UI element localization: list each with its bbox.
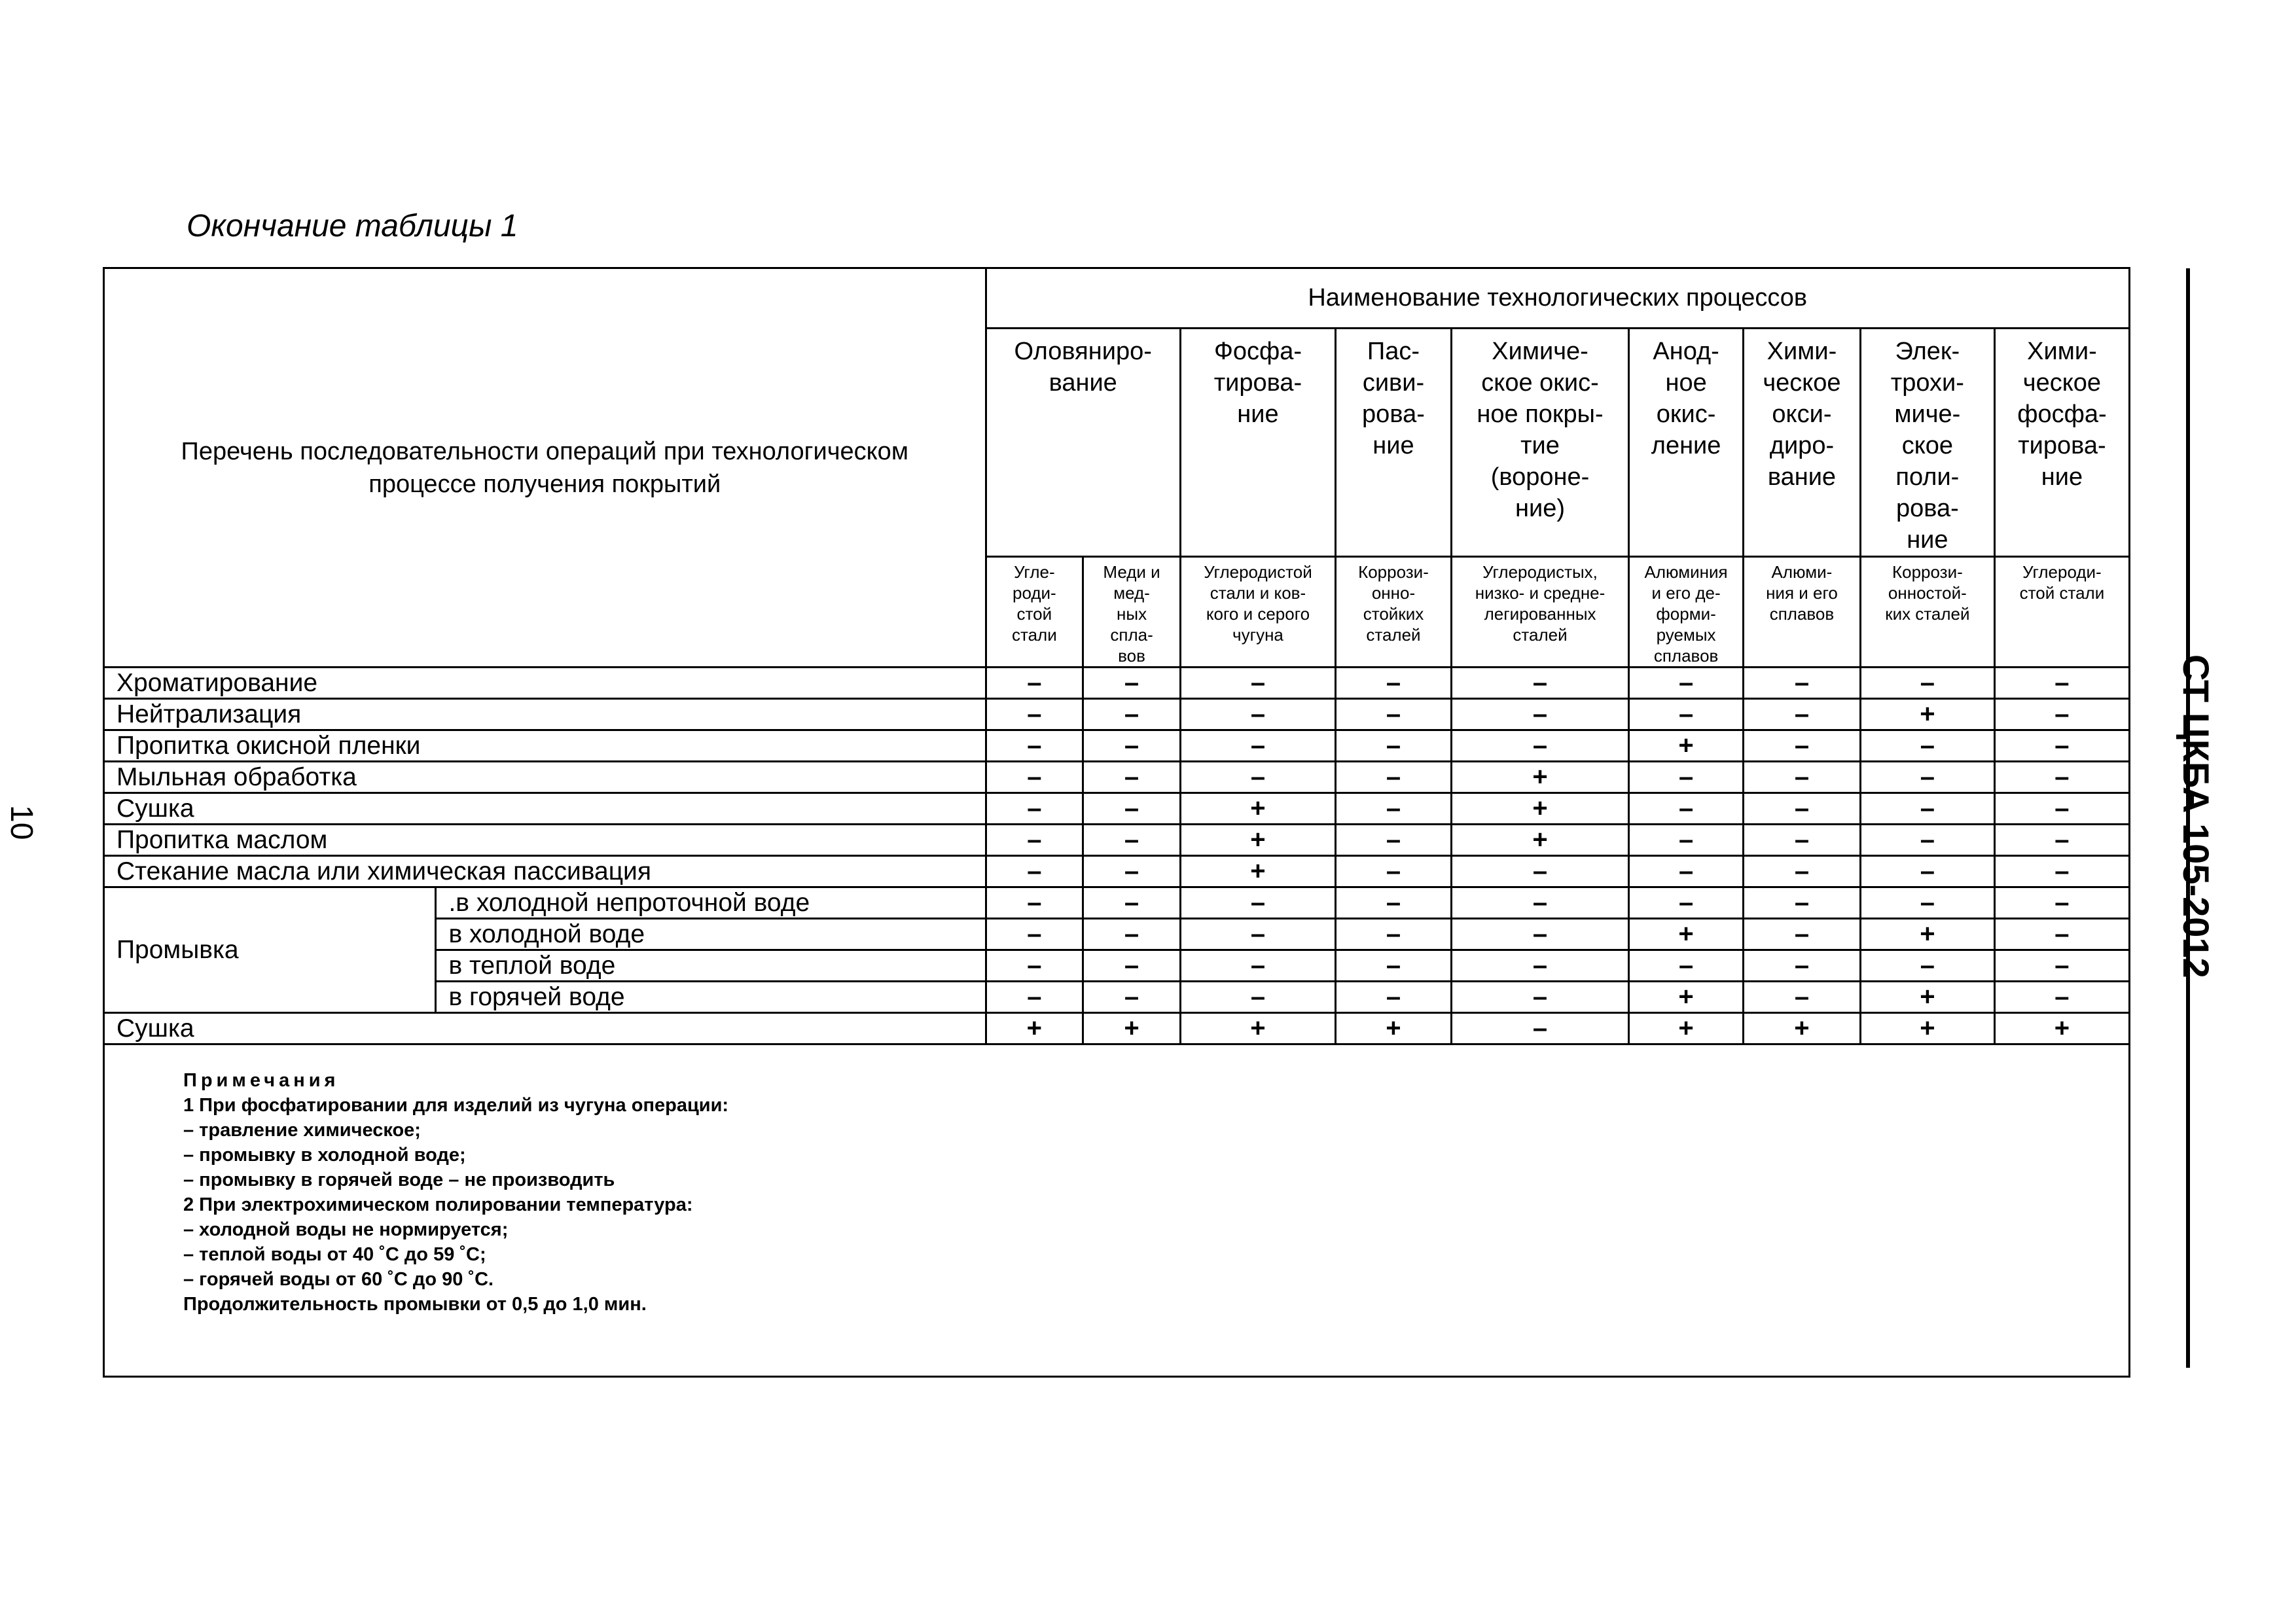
rinse-sub-label: в холодной воде (436, 919, 986, 950)
table-cell: – (1451, 919, 1628, 950)
table-cell: – (1180, 762, 1335, 793)
operation-label: Пропитка маслом (104, 825, 986, 856)
table-cell: – (1629, 887, 1744, 919)
table-row (104, 856, 2130, 887)
table-cell: + (1629, 919, 1744, 950)
table-cell: – (1744, 699, 1861, 730)
table-cell: + (1744, 1013, 1861, 1044)
table-cell: – (1860, 825, 1994, 856)
table-cell: + (1860, 1013, 1994, 1044)
operation-label: Мыльная обработка (104, 762, 986, 793)
table-cell: – (1083, 730, 1181, 762)
notes-section (104, 1044, 2130, 1377)
rinse-sub-label: .в холодной непроточной воде (436, 887, 986, 919)
table-cell: – (1336, 762, 1452, 793)
note-line: – промывку в холодной воде; (183, 1145, 466, 1166)
table-cell: – (1994, 762, 2129, 793)
table-cell: – (1451, 668, 1628, 699)
table-cell: – (986, 950, 1083, 982)
note-line: 1 При фосфатировании для изделий из чугуна операции: (183, 1095, 729, 1116)
operation-label: Нейтрализация (104, 699, 986, 730)
table-cell: – (1083, 982, 1181, 1013)
table-cell: + (1451, 762, 1628, 793)
operation-label: Стекание масла или химическая пассивация (104, 856, 986, 887)
table-cell: + (1451, 825, 1628, 856)
table-cell: – (1860, 950, 1994, 982)
table-cell: – (1629, 762, 1744, 793)
rinse-group-label: Промывка (104, 887, 436, 1013)
material-header: Коррози- онностой- ких сталей (1860, 557, 1994, 668)
process-header-chemical-oxidation: Хими- ческое окси- диро- вание (1744, 329, 1861, 557)
table-cell: + (1629, 982, 1744, 1013)
table-cell: – (986, 762, 1083, 793)
table-row (104, 762, 2130, 793)
table-cell: – (1744, 730, 1861, 762)
table-cell: + (1180, 1013, 1335, 1044)
process-header-phosphating: Фосфа- тирова- ние (1180, 329, 1335, 557)
table-cell: – (1336, 730, 1452, 762)
table-cell: – (1860, 668, 1994, 699)
table-cell: – (1336, 982, 1452, 1013)
process-header-anodizing: Анод- ное окис- ление (1629, 329, 1744, 557)
material-header: Угле- роди- стой стали (986, 557, 1083, 668)
table-cell: – (1451, 950, 1628, 982)
process-header-tinning: Оловяниро- вание (986, 329, 1180, 557)
note-line: – теплой воды от 40 ˚С до 59 ˚С; (183, 1244, 486, 1265)
table-cell: + (1629, 1013, 1744, 1044)
table-row (104, 1013, 2130, 1044)
table-cell: – (1336, 919, 1452, 950)
process-header-chemical-phosphating: Хими- ческое фосфа- тирова- ние (1994, 329, 2129, 557)
table-cell: – (1994, 919, 2129, 950)
table-cell: + (1180, 856, 1335, 887)
note-line: – промывку в горячей воде – не производить (183, 1169, 615, 1190)
page-number: 10 (4, 805, 39, 840)
table-cell: – (1336, 793, 1452, 825)
process-header-blackening: Химиче- ское окис- ное покры- тие (вороне- ние) (1451, 329, 1628, 557)
operation-label: Сушка (104, 793, 986, 825)
table-cell: + (1860, 982, 1994, 1013)
note-line: 2 При электрохимическом полировании температура: (183, 1194, 693, 1215)
table-cell: – (1083, 762, 1181, 793)
table-cell: + (1083, 1013, 1181, 1044)
table-cell: – (1744, 825, 1861, 856)
table-cell: – (1083, 825, 1181, 856)
table-cell: – (1994, 699, 2129, 730)
table-cell: – (986, 793, 1083, 825)
table-cell: + (1994, 1013, 2129, 1044)
table-cell: – (1451, 856, 1628, 887)
table-cell: – (1744, 856, 1861, 887)
table-row (104, 699, 2130, 730)
table-cell: – (1336, 856, 1452, 887)
table-caption: Окончание таблицы 1 (187, 209, 518, 243)
table-row (104, 730, 2130, 762)
table-cell: – (1860, 856, 1994, 887)
table-cell: – (1744, 982, 1861, 1013)
process-header-electropolishing: Элек- трохи- миче- ское поли- рова- ние (1860, 329, 1994, 557)
table-cell: + (1180, 793, 1335, 825)
table-cell: – (1336, 668, 1452, 699)
table-cell: – (1744, 887, 1861, 919)
material-header: Алюми- ния и его сплавов (1744, 557, 1861, 668)
table-cell: + (986, 1013, 1083, 1044)
table-cell: – (1744, 793, 1861, 825)
table-row (104, 887, 2130, 919)
material-header: Углеродистых, низко- и средне- легированных сталей (1451, 557, 1628, 668)
note-line: Продолжительность промывки от 0,5 до 1,0 мин. (183, 1294, 647, 1315)
table-cell: – (986, 856, 1083, 887)
table-cell: – (1994, 950, 2129, 982)
table-row (104, 825, 2130, 856)
table-cell: – (1336, 825, 1452, 856)
table-cell: – (1629, 950, 1744, 982)
table-cell: – (1629, 793, 1744, 825)
table-cell: – (1180, 887, 1335, 919)
processes-header: Наименование технологических процессов (986, 268, 2130, 329)
table-cell: – (1860, 730, 1994, 762)
table-cell: – (1994, 982, 2129, 1013)
table-cell: – (1629, 668, 1744, 699)
table-cell: – (1083, 699, 1181, 730)
table-cell: – (1994, 887, 2129, 919)
table-cell: – (1083, 793, 1181, 825)
note-line: – травление химическое; (183, 1120, 421, 1141)
material-header: Коррози- онно- стойких сталей (1336, 557, 1452, 668)
table-cell: + (1629, 730, 1744, 762)
table-cell: – (986, 982, 1083, 1013)
table-cell: – (1083, 887, 1181, 919)
table-cell: + (1860, 699, 1994, 730)
material-header: Углероди- стой стали (1994, 557, 2129, 668)
table-cell: – (1744, 762, 1861, 793)
operation-label: Пропитка окисной пленки (104, 730, 986, 762)
table-cell: – (1994, 668, 2129, 699)
table-cell: + (1451, 793, 1628, 825)
table-cell: – (1744, 668, 1861, 699)
table-cell: – (986, 919, 1083, 950)
table-cell: – (986, 668, 1083, 699)
table-cell: – (1083, 950, 1181, 982)
table-cell: – (1451, 1013, 1628, 1044)
operation-label: Сушка (104, 1013, 986, 1044)
notes-title: Примечания (183, 1070, 340, 1091)
document-code: СТ ЦКБА 105-2012 (2176, 654, 2217, 978)
table-row (104, 793, 2130, 825)
table-cell: – (1629, 825, 1744, 856)
table-cell: – (1451, 730, 1628, 762)
table-cell: – (1744, 919, 1861, 950)
table-cell: – (1629, 699, 1744, 730)
table-cell: – (1744, 950, 1861, 982)
table-cell: – (1180, 982, 1335, 1013)
note-line: – горячей воды от 60 ˚С до 90 ˚С. (183, 1269, 494, 1290)
table-cell: – (1180, 668, 1335, 699)
table-cell: + (1336, 1013, 1452, 1044)
note-line: – холодной воды не нормируется; (183, 1219, 509, 1240)
table-cell: – (1994, 825, 2129, 856)
table-cell: – (1994, 793, 2129, 825)
operations-header: Перечень последовательности операций при технологическом процессе получения покрытий (104, 268, 986, 668)
table-cell: – (1083, 856, 1181, 887)
table-cell: – (1451, 982, 1628, 1013)
rinse-sub-label: в теплой воде (436, 950, 986, 982)
table-cell: – (986, 699, 1083, 730)
table-cell: – (1451, 887, 1628, 919)
table-cell: – (986, 887, 1083, 919)
table-cell: + (1860, 919, 1994, 950)
table-cell: – (1180, 919, 1335, 950)
table-cell: – (1336, 950, 1452, 982)
material-header: Алюминия и его де- форми- руемых сплавов (1629, 557, 1744, 668)
table-cell: – (986, 730, 1083, 762)
table-cell: – (1860, 887, 1994, 919)
table-cell: – (1860, 793, 1994, 825)
material-header: Меди и мед- ных спла- вов (1083, 557, 1181, 668)
table-cell: – (1336, 699, 1452, 730)
table-cell: – (1336, 887, 1452, 919)
table-cell: – (1994, 730, 2129, 762)
table-cell: – (1180, 730, 1335, 762)
process-table (103, 267, 2130, 1378)
process-header-passivation: Пас- сиви- рова- ние (1336, 329, 1452, 557)
table-cell: – (986, 825, 1083, 856)
table-cell: – (1994, 856, 2129, 887)
table-cell: – (1180, 950, 1335, 982)
table-cell: – (1451, 699, 1628, 730)
operation-label: Хроматирование (104, 668, 986, 699)
table-cell: – (1629, 856, 1744, 887)
material-header: Углеродистой стали и ков- кого и серого чугуна (1180, 557, 1335, 668)
table-cell: – (1083, 919, 1181, 950)
table-cell: – (1083, 668, 1181, 699)
rinse-sub-label: в горячей воде (436, 982, 986, 1013)
table-cell: – (1180, 699, 1335, 730)
table-cell: – (1860, 762, 1994, 793)
table-cell: + (1180, 825, 1335, 856)
table-row (104, 668, 2130, 699)
